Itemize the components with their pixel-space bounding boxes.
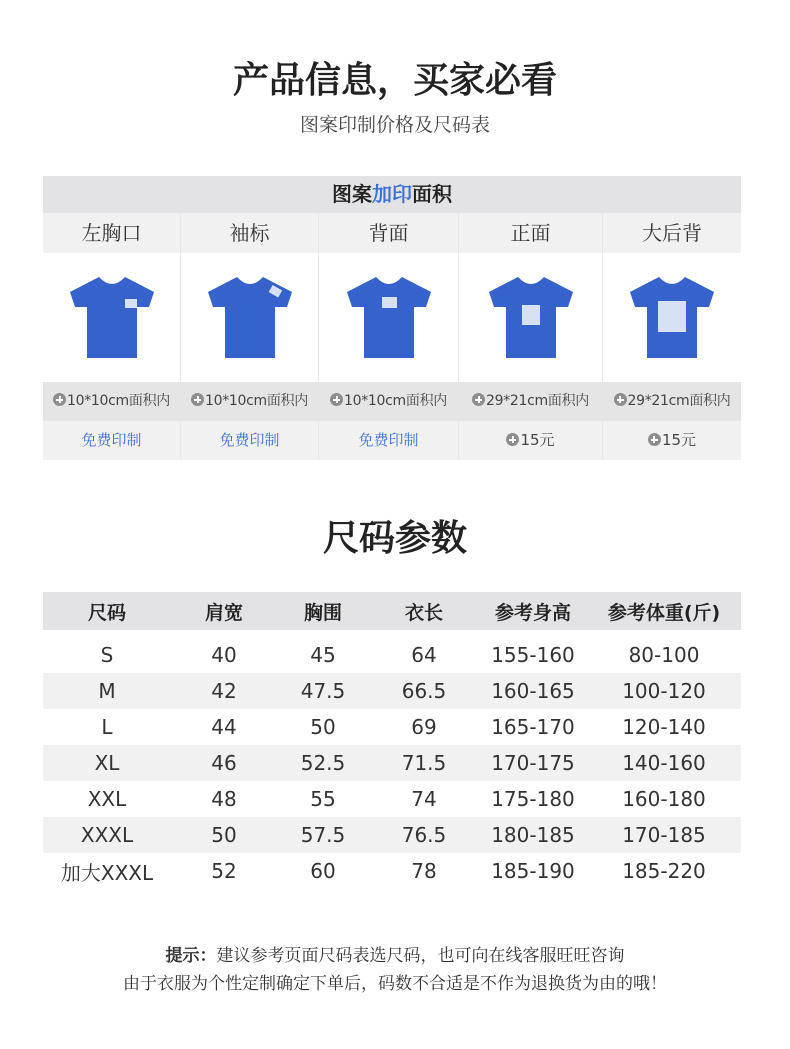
table-cell: 160-180 bbox=[622, 787, 706, 811]
table-cell: 44 bbox=[211, 715, 237, 739]
price-info bbox=[319, 421, 458, 460]
table-cell: 76.5 bbox=[401, 823, 447, 847]
table-cell: 120-140 bbox=[622, 715, 706, 739]
plus-icon bbox=[648, 433, 661, 446]
column-header: 胸围 bbox=[303, 601, 342, 624]
table-cell: 180-185 bbox=[491, 823, 575, 847]
area-info bbox=[43, 382, 180, 421]
table-cell: 170-175 bbox=[491, 751, 575, 775]
tshirt-image bbox=[459, 253, 602, 382]
tshirt-image bbox=[43, 253, 180, 382]
table-cell: XL bbox=[94, 751, 120, 775]
table-cell: 50 bbox=[211, 823, 237, 847]
print-column bbox=[459, 213, 603, 460]
title-part: 图案 bbox=[332, 182, 372, 206]
position-label: 袖标 bbox=[181, 213, 318, 253]
table-cell: 55 bbox=[310, 787, 336, 811]
table-cell: 160-165 bbox=[491, 679, 575, 703]
print-column bbox=[603, 213, 741, 460]
tshirt-large-back-icon bbox=[630, 277, 714, 358]
print-column bbox=[43, 213, 181, 460]
table-cell: 52.5 bbox=[300, 751, 346, 775]
area-text: 10*10cm面积内 bbox=[344, 393, 447, 409]
area-info bbox=[603, 382, 741, 421]
plus-icon bbox=[614, 393, 627, 406]
table-cell: M bbox=[98, 679, 116, 703]
column-header: 参考体重(斤) bbox=[607, 601, 721, 624]
table-cell: 69 bbox=[411, 715, 437, 739]
table-cell: 80-100 bbox=[628, 643, 700, 667]
area-text: 29*21cm面积内 bbox=[627, 393, 731, 409]
table-cell: 71.5 bbox=[401, 751, 447, 775]
table-cell: 52 bbox=[211, 859, 237, 883]
area-info bbox=[181, 382, 318, 421]
plus-icon bbox=[330, 393, 343, 406]
table-cell: 140-160 bbox=[622, 751, 706, 775]
table-cell: 47.5 bbox=[300, 679, 346, 703]
plus-icon bbox=[191, 393, 204, 406]
table-cell: 66.5 bbox=[401, 679, 447, 703]
price-info bbox=[459, 421, 602, 460]
tip-label: 提示： bbox=[165, 946, 217, 966]
column-header: 参考身高 bbox=[494, 601, 571, 624]
tshirt-front-icon bbox=[489, 277, 573, 358]
table-cell: 185-220 bbox=[622, 859, 706, 883]
column-header: 衣长 bbox=[404, 601, 443, 624]
plus-icon bbox=[53, 393, 66, 406]
price-info bbox=[43, 421, 180, 460]
plus-icon bbox=[472, 393, 485, 406]
table-cell: 185-190 bbox=[491, 859, 575, 883]
table-cell: 170-185 bbox=[622, 823, 706, 847]
area-info bbox=[319, 382, 458, 421]
table-cell: 175-180 bbox=[491, 787, 575, 811]
table-row bbox=[43, 781, 741, 817]
price-text: 15元 bbox=[661, 431, 697, 449]
tip-text: 建议参考页面尺码表选尺码，也可向在线客服旺旺咨询 bbox=[216, 946, 625, 966]
table-cell: 155-160 bbox=[491, 643, 575, 667]
table-cell: 加大XXXL bbox=[60, 860, 154, 885]
price-info bbox=[181, 421, 318, 460]
page-subtitle: 图案印制价格及尺码表 bbox=[299, 114, 490, 136]
tshirt-back-icon bbox=[347, 277, 431, 358]
area-info bbox=[459, 382, 602, 421]
table-row bbox=[43, 853, 741, 889]
print-table-title bbox=[43, 176, 741, 213]
table-cell: 74 bbox=[411, 787, 437, 811]
table-cell: 48 bbox=[211, 787, 237, 811]
position-label: 正面 bbox=[459, 213, 602, 253]
area-text: 29*21cm面积内 bbox=[486, 393, 589, 409]
table-cell: 57.5 bbox=[300, 823, 346, 847]
tshirt-image bbox=[319, 253, 458, 382]
table-cell: 100-120 bbox=[622, 679, 706, 703]
table-cell: 50 bbox=[310, 715, 336, 739]
table-cell: 46 bbox=[211, 751, 237, 775]
column-header: 尺码 bbox=[87, 601, 126, 624]
table-cell: XXXL bbox=[80, 823, 134, 847]
table-cell: XXL bbox=[87, 787, 127, 811]
column-header: 肩宽 bbox=[204, 601, 243, 624]
price-text: 免费印制 bbox=[358, 431, 419, 449]
position-label: 背面 bbox=[319, 213, 458, 253]
tips bbox=[0, 942, 790, 998]
price-info bbox=[603, 421, 741, 460]
tip-line-2: 由于衣服为个性定制确定下单后，码数不合适是不作为退换货为由的哦！ bbox=[123, 974, 667, 994]
table-cell: 64 bbox=[411, 643, 437, 667]
table-cell: S bbox=[100, 643, 114, 667]
price-text: 免费印制 bbox=[219, 431, 280, 449]
print-columns bbox=[43, 213, 741, 460]
size-table bbox=[43, 592, 741, 889]
table-row bbox=[43, 817, 741, 853]
table-row bbox=[43, 637, 741, 673]
size-table-header bbox=[43, 592, 741, 630]
table-row bbox=[43, 673, 741, 709]
title-part: 面积 bbox=[412, 182, 452, 206]
plus-icon bbox=[506, 433, 519, 446]
tshirt-image bbox=[603, 253, 741, 382]
position-label: 左胸口 bbox=[43, 213, 180, 253]
table-cell: 165-170 bbox=[491, 715, 575, 739]
title-highlight: 加印 bbox=[372, 182, 412, 206]
tshirt-left-chest-icon bbox=[70, 277, 154, 358]
table-row bbox=[43, 709, 741, 745]
tip-line-1 bbox=[0, 942, 790, 970]
size-title: 尺码参数 bbox=[322, 518, 467, 559]
table-row bbox=[43, 745, 741, 781]
print-column bbox=[181, 213, 319, 460]
table-cell: L bbox=[101, 715, 113, 739]
table-cell: 60 bbox=[310, 859, 336, 883]
table-cell: 45 bbox=[310, 643, 336, 667]
position-label: 大后背 bbox=[603, 213, 741, 253]
page-title: 产品信息，买家必看 bbox=[232, 60, 557, 101]
table-cell: 40 bbox=[211, 643, 237, 667]
price-text: 免费印制 bbox=[81, 431, 142, 449]
tshirt-sleeve-icon bbox=[208, 277, 292, 358]
print-area-table bbox=[43, 176, 741, 460]
table-cell: 78 bbox=[411, 859, 437, 883]
table-cell: 42 bbox=[211, 679, 237, 703]
area-text: 10*10cm面积内 bbox=[67, 393, 170, 409]
tshirt-image bbox=[181, 253, 318, 382]
price-text: 15元 bbox=[520, 431, 555, 449]
area-text: 10*10cm面积内 bbox=[205, 393, 308, 409]
print-column bbox=[319, 213, 459, 460]
